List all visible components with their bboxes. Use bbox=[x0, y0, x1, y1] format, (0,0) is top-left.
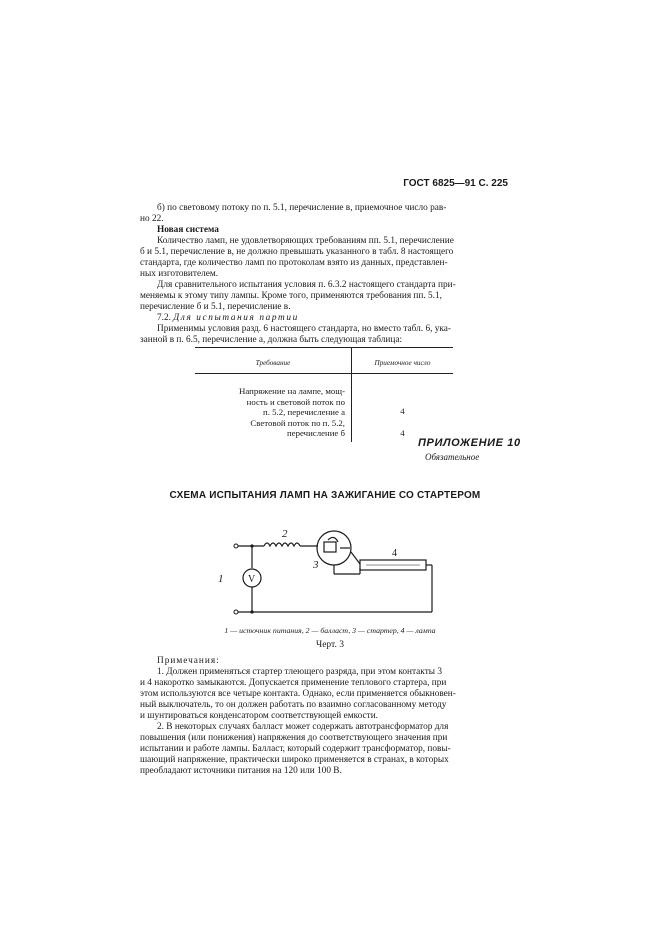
text-line: ных изготовителем. bbox=[140, 269, 219, 279]
text-line: 1. Должен применяться стартер тлеющего разряда, при этом контакты 3 bbox=[157, 667, 442, 677]
table-header-requirement: Требование bbox=[195, 348, 352, 374]
text-line: 2. В некоторых случаях балласт может содержать автотрансформатор для bbox=[157, 722, 449, 732]
text-line: Для сравнительного испытания условия п. 6.3.2 настоящего стандарта при- bbox=[157, 280, 456, 290]
label-starter: 3 bbox=[313, 559, 319, 571]
starter-contact bbox=[328, 537, 338, 542]
text-line: б) по световому потоку по п. 5.1, перечисление в, приемочное число рав- bbox=[157, 203, 447, 213]
label-lamp: 4 bbox=[392, 548, 397, 559]
table-row bbox=[195, 374, 453, 418]
table-cell-requirement: Напряжение на лампе, мощ- ность и световой поток по п. 5.2, перечисление а bbox=[195, 374, 352, 418]
appendix-status: Обязательное bbox=[425, 452, 480, 462]
label-ballast: 2 bbox=[282, 528, 288, 540]
text-line: повышения (или понижения) напряжения до соответствующего значения при bbox=[140, 733, 448, 743]
ballast-coil bbox=[264, 543, 300, 546]
label-source: 1 bbox=[218, 573, 224, 585]
section-heading-batch-test bbox=[157, 313, 510, 324]
table-cell-requirement: Световой поток по п. 5.2, перечисление б bbox=[195, 418, 352, 443]
table-header-acceptance: Приемочное число bbox=[352, 348, 454, 374]
text-line: и 4 накоротко замыкаются. Допускается применение теплового стартера, при bbox=[140, 678, 447, 688]
text-line: шающий напряжение, практически широко применяется в странах, в которых bbox=[140, 755, 449, 765]
text-line: и шунтироваться конденсатором соответствующей емкости. bbox=[140, 711, 379, 721]
table-cell-value: 4 bbox=[400, 406, 405, 417]
text-line: занной в п. 6.5, перечисление а, должна быть следующая таблица: bbox=[140, 335, 403, 345]
table-header-row bbox=[195, 348, 453, 374]
text-line: испытании и работе лампы. Балласт, который содержит трансформатор, повы- bbox=[140, 744, 451, 754]
text-line: б и 5.1, перечисление в, не должно превышать указанного в табл. 8 настоящего bbox=[140, 247, 454, 257]
figure-title: СХЕМА ИСПЫТАНИЯ ЛАМП НА ЗАЖИГАНИЕ СО СТАРТЕРОМ bbox=[169, 490, 481, 501]
text-line: этом используются все четыре контакта. Однако, если применяется обыкновен- bbox=[140, 689, 456, 699]
terminal-top bbox=[234, 544, 238, 548]
text-line: стандарта, где количество ламп по протоколам взято из данных, представлен- bbox=[140, 258, 448, 268]
figure-caption: Черт. 3 bbox=[316, 640, 344, 650]
text-line: меняемы к этому типу лампы. Кроме того, применяются требования пп. 5.1, bbox=[140, 291, 442, 301]
text-line: Применимы условия разд. 6 настоящего стандарта, но вместо табл. 6, ука- bbox=[157, 324, 451, 334]
figure-legend: 1 — источник питания, 2 — балласт, 3 — стартер, 4 — лампа bbox=[224, 626, 436, 635]
section-heading-new-system: Новая система bbox=[157, 225, 219, 235]
terminal-bottom bbox=[234, 610, 238, 614]
text-line: преобладают источники питания на 120 или 100 В. bbox=[140, 766, 342, 776]
appendix-title: ПРИЛОЖЕНИЕ 10 bbox=[418, 437, 521, 449]
circuit-diagram bbox=[200, 510, 440, 622]
page-header: ГОСТ 6825—91 С. 225 bbox=[403, 178, 508, 189]
section-title: Для испытания партии bbox=[173, 313, 299, 323]
table-row bbox=[195, 418, 453, 443]
text-line: ный выключатель, то он должен работать по взаимно согласованному методу bbox=[140, 700, 447, 710]
text-line: Количество ламп, не удовлетворяющих требованиям пп. 5.1, перечисление bbox=[157, 236, 454, 246]
notes-heading: Примечания: bbox=[157, 656, 220, 666]
voltmeter-label: V bbox=[248, 574, 256, 585]
section-number: 7.2. bbox=[157, 313, 171, 323]
starter-element bbox=[324, 542, 336, 552]
table-cell-value: 4 bbox=[400, 428, 405, 439]
text-line: перечисление б и 5.1, перечисление в. bbox=[140, 302, 291, 312]
requirements-table bbox=[195, 347, 453, 442]
text-line: но 22. bbox=[140, 214, 164, 224]
